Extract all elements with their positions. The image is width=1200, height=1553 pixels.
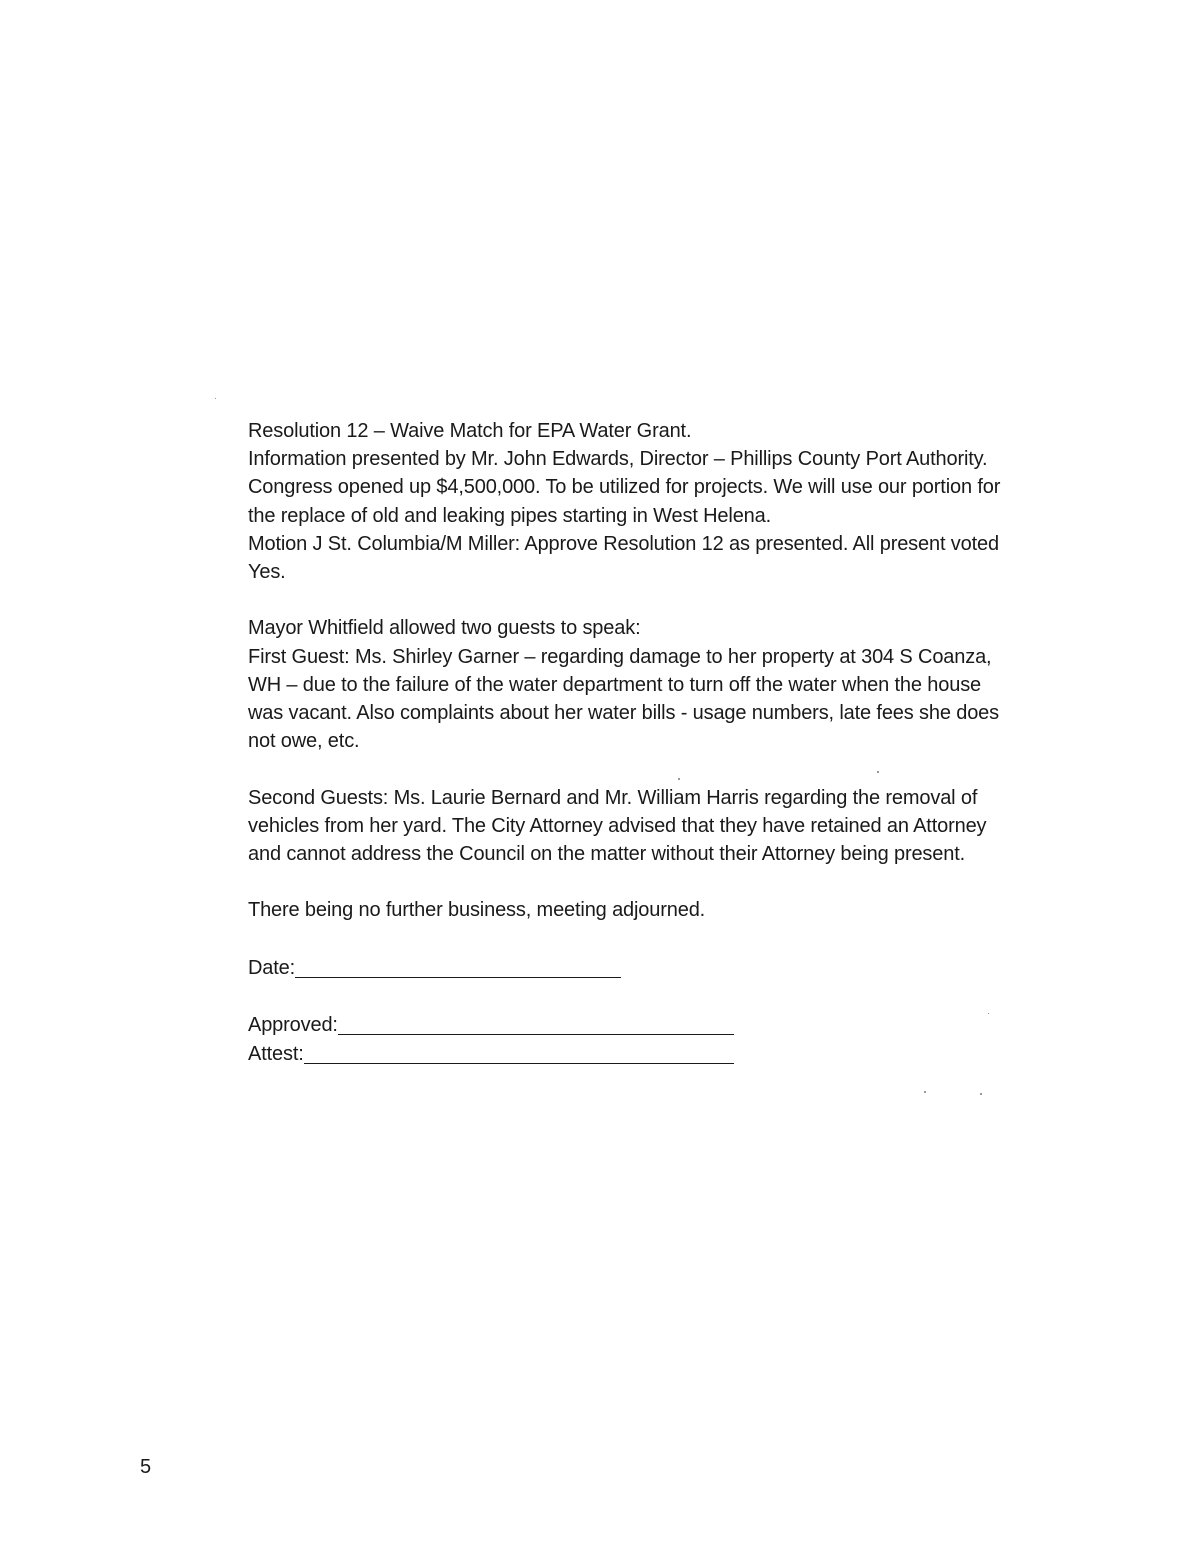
paragraph-gap (248, 982, 1018, 1010)
paragraph-gap (248, 925, 1018, 953)
guests-intro: Mayor Whitfield allowed two guests to speak: (248, 617, 641, 640)
approved-label: Approved: (248, 1014, 338, 1037)
second-guests-paragraph: Second Guests: Ms. Laurie Bernard and Mr. William Harris regarding the removal of vehicles from her yard. The City Attorney advised that they have retained an Attorney and cannot address the Council on the matter without their Attorney being present. (248, 786, 987, 866)
scan-speck (980, 1093, 982, 1095)
paragraph-gap (248, 755, 1018, 783)
first-guest-paragraph: First Guest: Ms. Shirley Garner – regarding damage to her property at 304 S Coanza, WH – due to the failure of the water department to turn off the water when the house was vacant. Also complaints about her water bills - usage numbers, late fees she does not owe, etc. (248, 645, 999, 753)
scan-speck (988, 1013, 989, 1014)
attest-signature-line (304, 1043, 734, 1064)
attest-label: Attest: (248, 1043, 304, 1066)
date-signature-row (248, 953, 1018, 982)
date-signature-line (295, 957, 621, 978)
resolution-information: Information presented by Mr. John Edwards, Director – Phillips County Port Authority. Congress opened up $4,500,000. To be utilized for projects. We will use our portion for the replace of old and leaking pipes starting in West Helena. (248, 448, 1001, 527)
paragraph-gap (248, 868, 1018, 896)
approved-signature-row (248, 1010, 1018, 1039)
date-label: Date: (248, 956, 296, 979)
scan-speck (877, 771, 879, 773)
resolution-motion: Motion J St. Columbia/M Miller: Approve Resolution 12 as presented. All present voted Yes. (248, 532, 999, 584)
scan-speck (678, 778, 680, 780)
attest-signature-row (248, 1039, 1018, 1068)
minutes-body (248, 417, 1018, 1069)
adjournment-statement: There being no further business, meeting adjourned. (248, 899, 706, 922)
approved-signature-line (338, 1014, 734, 1035)
page-number: 5 (140, 1456, 152, 1478)
scan-speck (924, 1091, 926, 1093)
paragraph-gap (248, 586, 1018, 614)
scan-speck (215, 398, 216, 399)
resolution-title: Resolution 12 – Waive Match for EPA Water Grant. (248, 420, 692, 442)
